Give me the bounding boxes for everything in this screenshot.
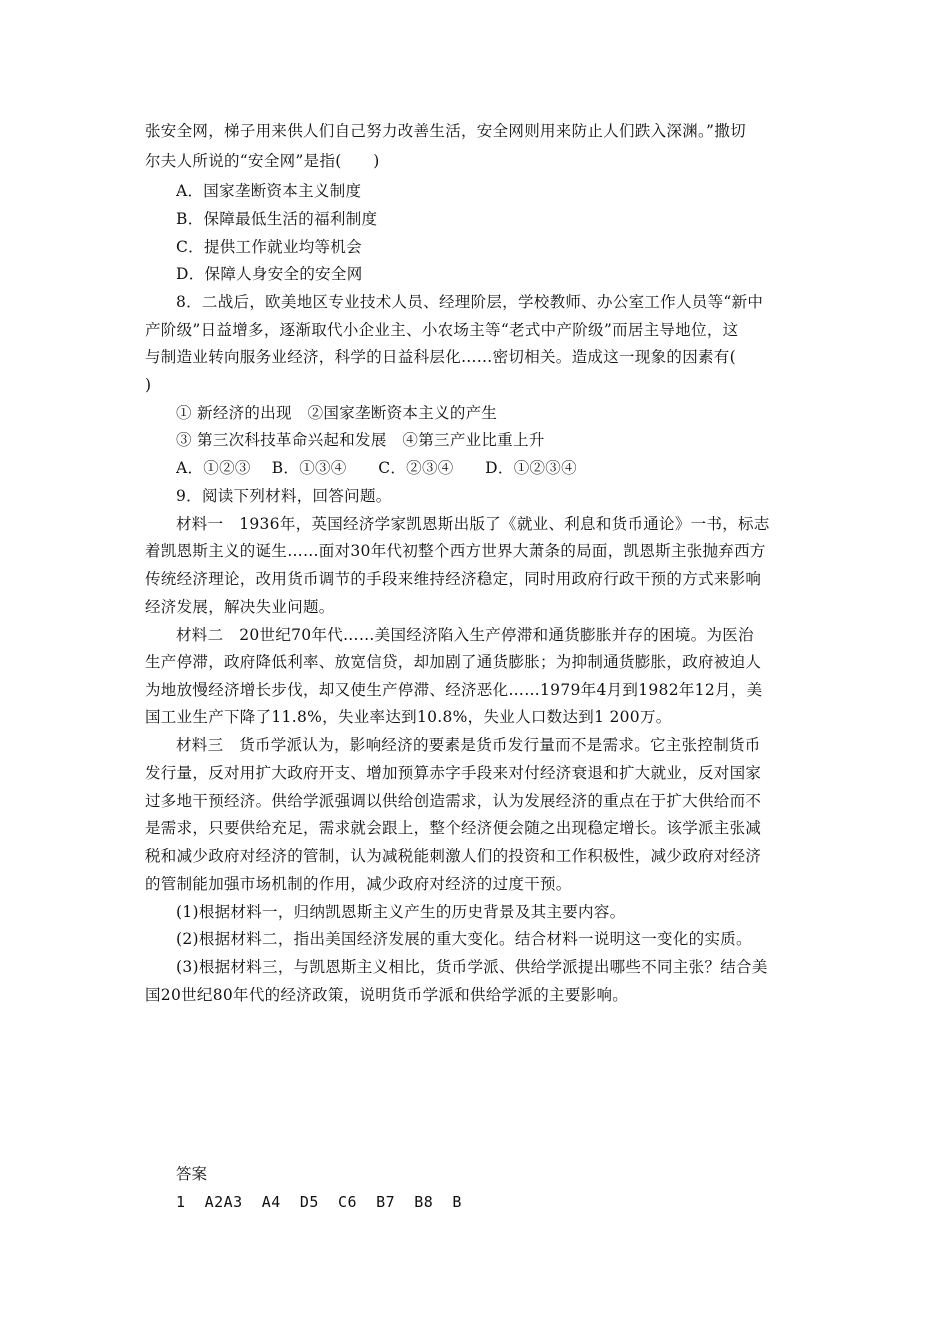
q9-material-1-line: 经济发展，解决失业问题。 bbox=[145, 598, 335, 616]
q9-subquestion-3-line-1: (3)根据材料三，与凯恩斯主义相比，货币学派、供给学派提出哪些不同主张？结合美 bbox=[176, 958, 768, 976]
q9-material-3-line: 的管制能加强市场机制的作用，减少政府对经济的过度干预。 bbox=[145, 875, 572, 893]
q9-subquestion-3-line-2: 国20世纪80年代的经济政策，说明货币学派和供给学派的主要影响。 bbox=[145, 986, 629, 1004]
q9-subquestion-1: (1)根据材料一，归纳凯恩斯主义产生的历史背景及其主要内容。 bbox=[176, 903, 626, 921]
q9-material-2-line: 为地放慢经济增长步伐，却又使生产停滞、经济恶化……1979年4月到1982年12月，美 bbox=[145, 681, 763, 699]
q9-material-3-line: 税和减少政府对经济的管制，认为减税能刺激人们的投资和工作积极性，减少政府对经济 bbox=[145, 847, 762, 865]
q8-item-2: ③ 第三次科技革命兴起和发展 ④第三产业比重上升 bbox=[176, 431, 545, 449]
q9-material-1-line: 着凯恩斯主义的诞生……面对30年代初整个西方世界大萧条的局面，凯恩斯主张抛弃西方 bbox=[145, 542, 766, 560]
q8-stem-line-4: ) bbox=[145, 376, 152, 394]
q9-material-3-line: 发行量，反对用扩大政府开支、增加预算赤字手段来对付经济衰退和扩大就业，反对国家 bbox=[145, 764, 762, 782]
q7-option-c: C．提供工作就业均等机会 bbox=[176, 238, 362, 256]
q9-material-2-line: 国工业生产下降了11.8%，失业率达到10.8%，失业人口数达到1 200万。 bbox=[145, 708, 672, 726]
q8-item-1: ① 新经济的出现 ②国家垄断资本主义的产生 bbox=[176, 404, 498, 422]
q9-material-3-line: 材料三 货币学派认为，影响经济的要素是货币发行量而不是需求。它主张控制货币 bbox=[176, 736, 761, 754]
q9-intro: 9．阅读下列材料，回答问题。 bbox=[176, 487, 392, 505]
q9-material-2-line: 生产停滞，政府降低利率、放宽信贷，却加剧了通货膨胀；为抑制通货膨胀，政府被迫人 bbox=[145, 653, 762, 671]
q9-material-2-line: 材料二 20世纪70年代……美国经济陷入生产停滞和通货膨胀并存的困境。为医治 bbox=[176, 626, 754, 644]
q9-subquestion-2: (2)根据材料二，指出美国经济发展的重大变化。结合材料一说明这一变化的实质。 bbox=[176, 930, 752, 948]
answers-row: 1 A2A3 A4 D5 C6 B7 B8 B bbox=[176, 1193, 462, 1211]
q7-stem-line-1: 张安全网，梯子用来供人们自己努力改善生活，安全网则用来防止人们跌入深渊。”撒切 bbox=[145, 122, 746, 140]
q7-stem-line-2: 尔夫人所说的“安全网”是指( ) bbox=[145, 152, 380, 170]
answers-title: 答案 bbox=[176, 1165, 208, 1183]
q8-stem-line-3: 与制造业转向服务业经济，科学的日益科层化……密切相关。造成这一现象的因素有( bbox=[145, 348, 736, 366]
q9-material-3-line: 是需求，只要供给充足，需求就会跟上，整个经济便会随之出现稳定增长。该学派主张减 bbox=[145, 819, 762, 837]
q9-material-1-line: 材料一 1936年，英国经济学家凯恩斯出版了《就业、利息和货币通论》一书，标志 bbox=[176, 515, 770, 533]
q8-stem-line-2: 产阶级”日益增多，逐渐取代小企业主、小农场主等“老式中产阶级”而居主导地位，这 bbox=[145, 321, 739, 339]
q8-options: A．①②③ B．①③④ C．②③④ D．①②③④ bbox=[176, 459, 577, 477]
q9-material-1-line: 传统经济理论，改用货币调节的手段来维持经济稳定，同时用政府行政干预的方式来影响 bbox=[145, 570, 762, 588]
q9-material-3-line: 过多地干预经济。供给学派强调以供给创造需求，认为发展经济的重点在于扩大供给而不 bbox=[145, 792, 762, 810]
q7-option-b: B．保障最低生活的福利制度 bbox=[176, 210, 378, 228]
q8-stem-line-1: 8．二战后，欧美地区专业技术人员、经理阶层，学校教师、办公室工作人员等“新中 bbox=[176, 293, 764, 311]
q7-option-d: D．保障人身安全的安全网 bbox=[176, 265, 363, 283]
q7-option-a: A．国家垄断资本主义制度 bbox=[176, 182, 362, 200]
